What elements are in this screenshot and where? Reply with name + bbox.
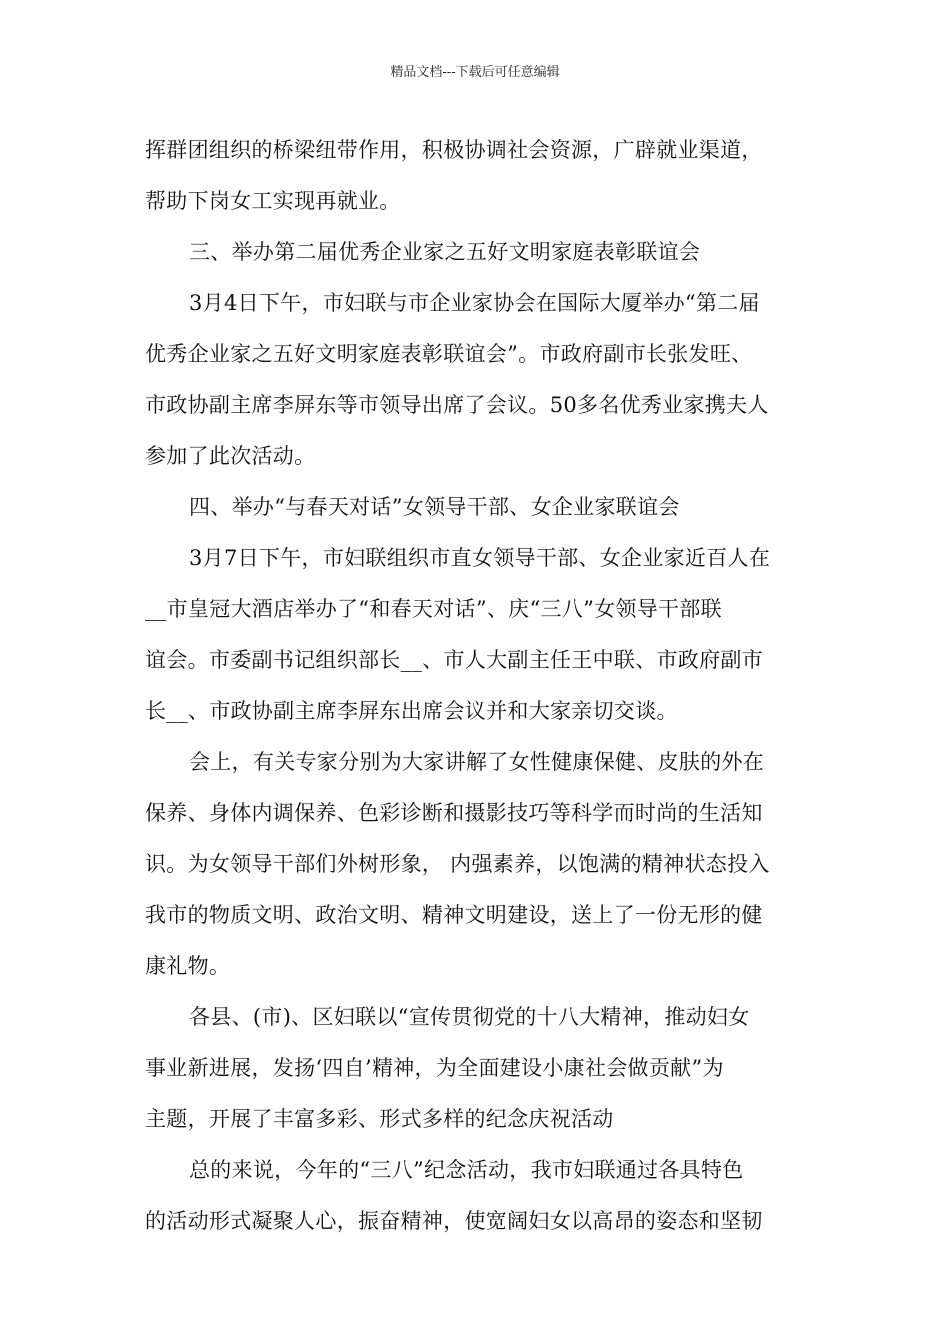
paragraph-5 (145, 533, 813, 737)
text-line: 3月4日下午，市妇联与市企业家协会在国际大厦举办“第二届 (189, 291, 760, 315)
text-line: 挥群团组织的桥梁纽带作用，积极协调社会资源，广辟就业渠道， (145, 138, 763, 162)
text-line: 识。为女领导干部们外树形象， 内强素养，以饱满的精神状态投入 (145, 852, 770, 876)
text-line: 事业新进展，发扬‘四自’精神，为全面建设小康社会做贡献”为 (145, 1056, 724, 1080)
section-heading-4 (145, 482, 813, 533)
text-line: 保养、身体内调保养、色彩诊断和摄影技巧等科学而时尚的生活知 (145, 801, 763, 825)
text-line: 帮助下岗女工实现再就业。 (145, 189, 401, 213)
text-line: 谊会。市委副书记组织部长__、市人大副主任王中联、市政府副市 (145, 648, 763, 672)
text-line: 三、举办第二届优秀企业家之五好文明家庭表彰联谊会 (189, 240, 701, 264)
text-line: 参加了此次活动。 (145, 444, 316, 468)
text-line: __市皇冠大酒店举办了“和春天对话”、庆“三八”女领导干部联 (145, 597, 722, 621)
text-line: 各县、(市)、区妇联以“宣传贯彻党的十八大精神，推动妇女 (189, 1005, 750, 1029)
paragraph-7 (145, 992, 813, 1145)
paragraph-3 (145, 278, 813, 482)
text-line: 长__、市政协副主席李屏东出席会议并和大家亲切交谈。 (145, 699, 678, 723)
text-line: 优秀企业家之五好文明家庭表彰联谊会”。市政府副市长张发旺、 (145, 342, 753, 366)
text-line: 会上，有关专家分别为大家讲解了女性健康保健、皮肤的外在 (189, 750, 765, 774)
text-line: 我市的物质文明、政治文明、精神文明建设，送上了一份无形的健 (145, 903, 763, 927)
text-line: 康礼物。 (145, 954, 231, 978)
text-line: 3月7日下午，市妇联组织市直女领导干部、女企业家近百人在 (189, 546, 771, 570)
document-body (145, 125, 813, 1247)
paragraph-6 (145, 737, 813, 992)
text-line: 的活动形式凝聚人心，振奋精神，使宽阔妇女以高昂的姿态和坚韧 (145, 1209, 763, 1233)
text-line: 总的来说，今年的“三八”纪念活动，我市妇联通过各具特色 (189, 1158, 744, 1182)
paragraph-8 (145, 1145, 813, 1247)
page-header: 精品文档---下载后可任意编辑 (390, 65, 560, 80)
text-line: 主题，开展了丰富多彩、形式多样的纪念庆祝活动 (145, 1107, 614, 1131)
paragraph-1 (145, 125, 813, 227)
text-line: 四、举办“与春天对话”女领导干部、女企业家联谊会 (189, 495, 680, 519)
text-line: 市政协副主席李屏东等市领导出席了会议。50多名优秀业家携夫人 (145, 393, 769, 417)
section-heading-3 (145, 227, 813, 278)
